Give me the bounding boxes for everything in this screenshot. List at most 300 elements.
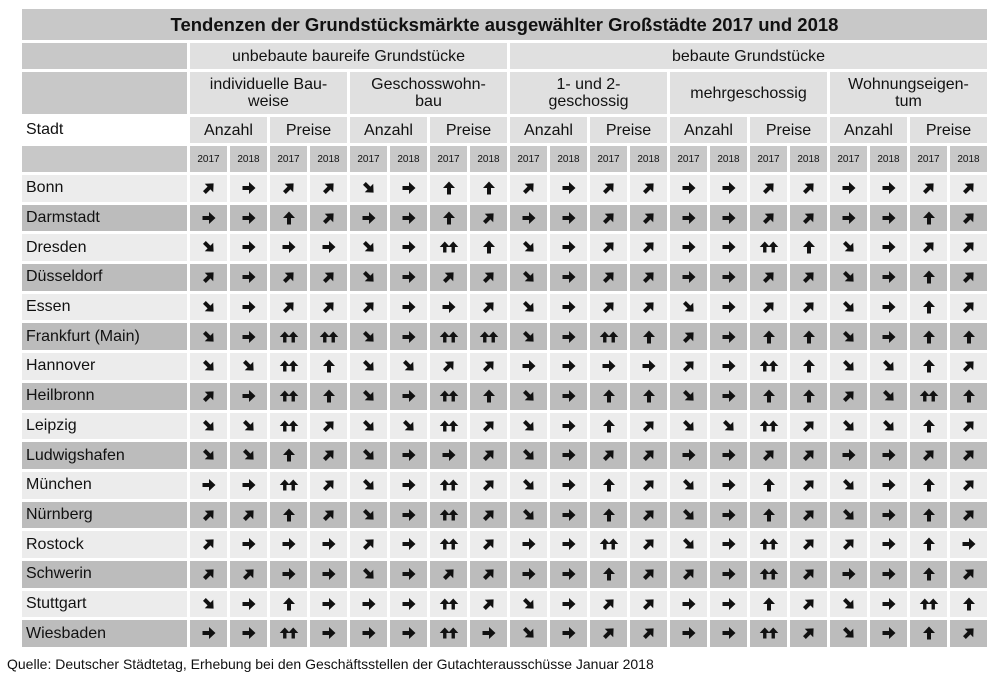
arrow-shape [322,627,335,639]
double-up-arrow-icon [438,239,460,255]
trend-cell [350,620,387,647]
arrow-right-icon [881,269,897,285]
arrow-shape [601,210,617,226]
arrow-shape [402,301,415,313]
trend-cell [350,413,387,440]
arrow-up-icon [288,331,298,342]
arrow-up-right-icon [601,239,617,255]
trend-cell [190,205,227,232]
arrow-shape [521,329,537,345]
trend-cell [710,264,747,291]
arrow-up-right-icon [921,239,937,255]
trend-cell [190,175,227,202]
arrow-down-right-icon [361,388,377,404]
trend-cell [630,383,667,410]
trend-cell [430,561,467,588]
arrow-up-icon [768,539,778,550]
arrow-shape [483,241,495,254]
city-name: Dresden [22,234,187,261]
arrow-shape [481,536,497,552]
city-name: Frankfurt (Main) [22,323,187,350]
arrow-right-icon [241,625,257,641]
trend-cell [710,591,747,618]
arrow-shape [361,329,377,345]
arrow-shape [961,477,977,493]
trend-cell [590,531,627,558]
arrow-shape [322,568,335,580]
arrow-right-icon [841,210,857,226]
trend-cell [190,294,227,321]
source-note: Quelle: Deutscher Städtetag, Erhebung bei den Geschäftsstellen der Gutachterausschüsse Januar 2018 [7,656,654,672]
trend-cell [910,234,947,261]
arrow-up-right-icon [801,507,817,523]
arrow-right-icon [281,566,297,582]
arrow-up-icon [921,418,937,434]
arrow-shape [281,269,297,285]
arrow-shape [601,180,617,196]
arrow-shape [402,568,415,580]
arrow-up-right-icon [961,299,977,315]
arrow-right-icon [281,536,297,552]
arrow-up-icon [448,242,458,253]
trend-cell [950,383,987,410]
trend-cell [910,264,947,291]
trend-cell [270,294,307,321]
arrow-up-right-icon [241,507,257,523]
arrow-right-icon [441,299,457,315]
arrow-shape [722,509,735,521]
arrow-right-icon [201,625,217,641]
trend-cell [910,620,947,647]
arrow-up-icon [448,628,458,639]
arrow-up-right-icon [921,180,937,196]
arrow-up-right-icon [601,180,617,196]
trend-cell [230,442,267,469]
arrow-down-right-icon [401,358,417,374]
arrow-shape [402,390,415,402]
arrow-up-icon [288,479,298,490]
arrow-right-icon [401,625,417,641]
arrow-shape [761,269,777,285]
group-header: bebaute Grundstücke [510,43,987,69]
double-up-arrow-icon [478,329,500,345]
arrow-shape [362,598,375,610]
trend-cell [510,502,547,529]
double-up-arrow-icon [438,507,460,523]
trend-cell [910,442,947,469]
arrow-shape [521,625,537,641]
trend-cell [390,383,427,410]
trend-cell [830,234,867,261]
arrow-right-icon [721,239,737,255]
arrow-shape [722,331,735,343]
arrow-shape [763,330,775,343]
trend-cell [790,561,827,588]
arrow-up-right-icon [681,329,697,345]
arrow-shape [722,212,735,224]
trend-cell [550,591,587,618]
arrow-shape [761,447,777,463]
arrow-right-icon [601,358,617,374]
trend-cell [910,561,947,588]
arrow-right-icon [721,269,737,285]
arrow-up-right-icon [961,358,977,374]
arrow-right-icon [241,269,257,285]
trend-cell [270,531,307,558]
arrow-shape [201,180,217,196]
arrow-up-icon [608,539,618,550]
arrow-shape [923,538,935,551]
arrow-up-icon [448,509,458,520]
trend-cell [830,591,867,618]
arrow-shape [522,360,535,372]
arrow-shape [961,180,977,196]
trend-cell [630,620,667,647]
trend-cell [270,413,307,440]
arrow-shape [361,180,377,196]
trend-cell [750,383,787,410]
arrow-shape [682,449,695,461]
arrow-shape [963,389,975,402]
double-up-arrow-icon [758,358,780,374]
trend-cell [550,472,587,499]
arrow-shape [201,299,217,315]
city-name: Darmstadt [22,205,187,232]
arrow-shape [562,182,575,194]
arrow-shape [442,301,455,313]
year-label: 2018 [550,146,587,172]
arrow-shape [921,239,937,255]
trend-cell [470,502,507,529]
arrow-shape [882,271,895,283]
arrow-shape [361,536,377,552]
arrow-shape [682,241,695,253]
trend-cell [190,442,227,469]
arrow-shape [763,389,775,402]
trend-cell [270,383,307,410]
arrow-down-right-icon [361,180,377,196]
arrow-right-icon [241,299,257,315]
trend-cell [870,413,907,440]
arrow-shape [361,507,377,523]
trend-cell [230,620,267,647]
trend-cell [630,531,667,558]
trend-cell [510,620,547,647]
arrow-right-icon [521,358,537,374]
arrow-shape [481,210,497,226]
arrow-shape [562,212,575,224]
trend-cell [670,294,707,321]
arrow-right-icon [721,388,737,404]
arrow-shape [201,507,217,523]
trend-cell [190,413,227,440]
arrow-up-icon [768,628,778,639]
arrow-right-icon [721,596,737,612]
trend-cell [830,620,867,647]
arrow-down-right-icon [681,418,697,434]
arrow-right-icon [561,269,577,285]
trend-cell [630,472,667,499]
arrow-down-right-icon [361,329,377,345]
trend-cell [270,591,307,618]
arrow-shape [201,358,217,374]
arrow-shape [242,538,255,550]
arrow-up-right-icon [281,299,297,315]
measure-header: Preise [750,117,827,143]
arrow-up-right-icon [481,536,497,552]
trend-cell [470,234,507,261]
city-name: Essen [22,294,187,321]
double-up-arrow-icon [918,596,940,612]
trend-cell [390,620,427,647]
arrow-shape [441,566,457,582]
arrow-up-icon [448,420,458,431]
arrow-up-right-icon [801,269,817,285]
arrow-down-right-icon [361,566,377,582]
arrow-shape [963,597,975,610]
arrow-shape [361,358,377,374]
trend-cell [510,353,547,380]
arrow-shape [322,598,335,610]
arrow-shape [961,239,977,255]
year-label: 2017 [670,146,707,172]
arrow-right-icon [681,239,697,255]
trend-cell [870,383,907,410]
trend-cell [710,234,747,261]
arrow-shape [242,598,255,610]
trend-cell [190,264,227,291]
arrow-shape [641,625,657,641]
arrow-up-right-icon [801,299,817,315]
arrow-up-right-icon [801,625,817,641]
arrow-shape [521,477,537,493]
table-row [22,620,987,647]
arrow-shape [282,538,295,550]
arrow-up-icon [801,388,817,404]
blank-corner [22,72,187,114]
arrow-up-icon [288,390,298,401]
arrow-shape [923,300,935,313]
arrow-down-right-icon [841,329,857,345]
trend-cell [270,442,307,469]
arrow-shape [801,596,817,612]
arrow-shape [202,212,215,224]
trend-cell [870,175,907,202]
arrow-right-icon [841,180,857,196]
arrow-shape [801,447,817,463]
arrow-up-icon [768,420,778,431]
arrow-shape [562,420,575,432]
trend-cell [790,205,827,232]
arrow-up-icon [488,331,498,342]
arrow-down-right-icon [521,239,537,255]
arrow-shape [521,388,537,404]
double-up-arrow-icon [278,477,300,493]
arrow-up-icon [961,329,977,345]
arrow-shape [682,598,695,610]
arrow-shape [202,479,215,491]
trend-cell [910,294,947,321]
arrow-shape [562,301,575,313]
arrow-shape [881,358,897,374]
trend-cell [430,502,467,529]
arrow-right-icon [721,625,737,641]
trend-cell [270,502,307,529]
arrow-shape [361,477,377,493]
city-name: Leipzig [22,413,187,440]
arrow-shape [923,419,935,432]
trend-cell [590,234,627,261]
trend-cell [750,561,787,588]
city-name: Düsseldorf [22,264,187,291]
trend-cell [790,591,827,618]
trend-cell [750,620,787,647]
year-label: 2018 [630,146,667,172]
trend-cell [710,205,747,232]
arrow-up-right-icon [601,625,617,641]
trend-cell [710,175,747,202]
arrow-shape [601,299,617,315]
blank-corner [22,146,187,172]
arrow-right-icon [361,625,377,641]
table-row [22,413,987,440]
arrow-shape [641,180,657,196]
arrow-up-right-icon [961,210,977,226]
year-label: 2017 [510,146,547,172]
arrow-right-icon [401,536,417,552]
arrow-shape [281,299,297,315]
arrow-right-icon [481,625,497,641]
trend-cell [750,234,787,261]
arrow-shape [321,418,337,434]
arrow-shape [201,596,217,612]
trend-cell [870,294,907,321]
trend-table [19,6,990,650]
trend-cell [830,205,867,232]
arrow-shape [242,271,255,283]
trend-cell [710,502,747,529]
trend-cell [510,442,547,469]
year-label: 2017 [830,146,867,172]
arrow-up-right-icon [641,269,657,285]
year-label: 2017 [590,146,627,172]
trend-cell [390,205,427,232]
arrow-up-right-icon [841,388,857,404]
trend-cell [550,561,587,588]
trend-cell [790,620,827,647]
arrow-shape [282,241,295,253]
trend-cell [590,442,627,469]
arrow-right-icon [401,447,417,463]
trend-cell [510,175,547,202]
trend-cell [830,323,867,350]
arrow-shape [641,507,657,523]
trend-cell [430,175,467,202]
arrow-right-icon [241,536,257,552]
arrow-down-right-icon [201,329,217,345]
trend-cell [710,353,747,380]
trend-cell [390,531,427,558]
arrow-down-right-icon [201,418,217,434]
arrow-down-right-icon [841,299,857,315]
arrow-down-right-icon [361,269,377,285]
arrow-right-icon [681,269,697,285]
trend-cell [230,234,267,261]
measure-header: Anzahl [830,117,907,143]
trend-cell [790,383,827,410]
arrow-up-right-icon [481,418,497,434]
trend-cell [470,472,507,499]
arrow-right-icon [721,329,737,345]
arrow-shape [443,182,455,195]
double-up-arrow-icon [438,596,460,612]
arrow-up-right-icon [361,299,377,315]
arrow-up-right-icon [961,477,977,493]
arrow-shape [801,269,817,285]
trend-cell [550,383,587,410]
arrow-down-right-icon [841,477,857,493]
arrow-right-icon [881,329,897,345]
arrow-shape [283,508,295,521]
title-row [22,9,987,40]
trend-cell [310,175,347,202]
arrow-up-right-icon [961,447,977,463]
arrow-shape [722,271,735,283]
trend-cell [870,442,907,469]
trend-cell [470,561,507,588]
trend-cell [710,531,747,558]
arrow-down-right-icon [361,239,377,255]
trend-cell [350,442,387,469]
trend-cell [790,353,827,380]
arrow-shape [402,182,415,194]
trend-cell [670,502,707,529]
arrow-shape [722,449,735,461]
trend-cell [790,175,827,202]
trend-cell [710,620,747,647]
trend-cell [910,175,947,202]
year-label: 2017 [270,146,307,172]
double-up-arrow-icon [758,418,780,434]
arrow-down-right-icon [681,507,697,523]
trend-cell [550,294,587,321]
year-label: 2017 [190,146,227,172]
trend-cell [950,413,987,440]
arrow-up-icon [768,242,778,253]
arrow-shape [242,331,255,343]
trend-cell [350,294,387,321]
trend-cell [750,205,787,232]
trend-cell [390,264,427,291]
trend-cell [390,472,427,499]
trend-cell [190,502,227,529]
trend-cell [270,175,307,202]
arrow-up-right-icon [801,180,817,196]
arrow-down-right-icon [361,447,377,463]
double-up-arrow-icon [758,566,780,582]
arrow-up-icon [601,418,617,434]
arrow-up-right-icon [601,210,617,226]
trend-cell [310,294,347,321]
arrow-shape [921,447,937,463]
arrow-up-icon [441,180,457,196]
arrow-shape [682,627,695,639]
arrow-right-icon [401,329,417,345]
arrow-up-right-icon [321,477,337,493]
arrow-shape [761,299,777,315]
arrow-up-right-icon [961,625,977,641]
arrow-shape [803,389,815,402]
